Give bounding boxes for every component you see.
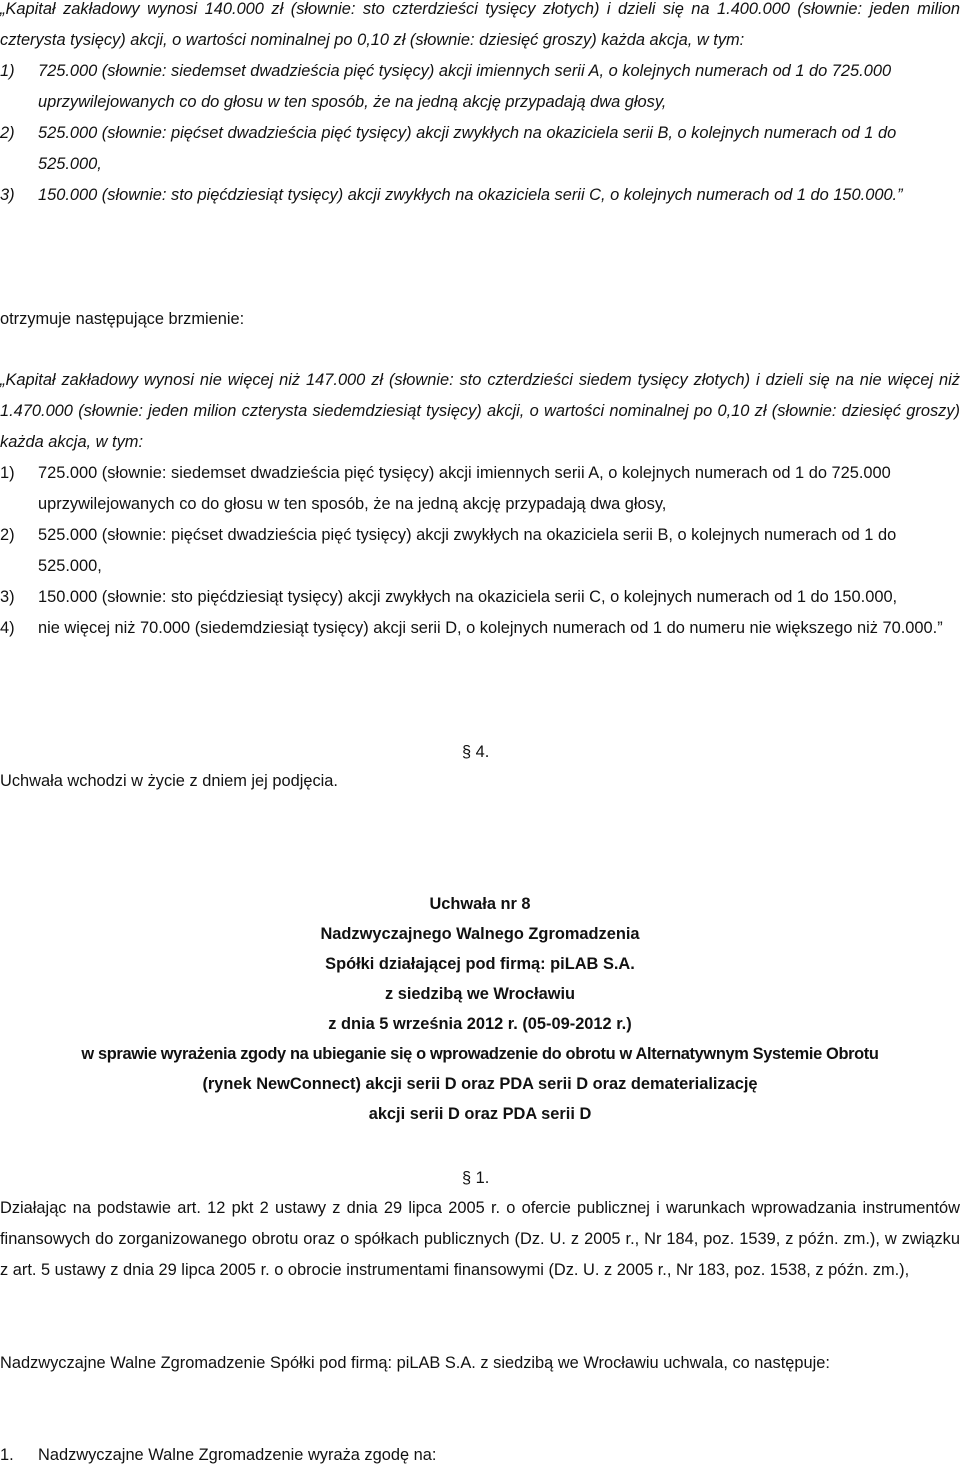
list-item [0,582,960,613]
list-number: 4) [0,619,15,637]
list-item [0,1440,960,1471]
quoted-old-text [0,0,960,211]
list-number: 3) [0,186,15,204]
list-text: 725.000 (słownie: siedemset dwadzieścia pięć tysięcy) akcji imiennych serii A, o kolejnych numerach od 1 do 725.000 uprzywilejowanych co do głosu w ten sposób, że na jedną akcję przypadają dwa głosy, [38,62,892,111]
receives-text: otrzymuje następujące brzmienie: [0,310,245,328]
list-text: 525.000 (słownie: pięćset dwadzieścia pięć tysięcy) akcji zwykłych na okaziciela serii B, o kolejnych numerach od 1 do 525.000, [38,124,897,173]
list-item [0,180,960,211]
section-mark: § 1. [462,1169,490,1187]
list-item [0,520,960,582]
resolution-company: Spółki działającej pod firmą: piLAB S.A. [325,955,635,973]
resolution-subject: (rynek NewConnect) akcji serii D oraz PDA serii D oraz dematerializację [202,1075,758,1093]
list-number: 1. [0,1446,14,1464]
list-number: 3) [0,588,15,606]
list-item [0,613,960,644]
resolution-number: Uchwała nr 8 [429,895,531,913]
resolution-body: Nadzwyczajnego Walnego Zgromadzenia [320,925,640,943]
decision-text: Nadzwyczajne Walne Zgromadzenie Spółki pod firmą: piLAB S.A. z siedzibą we Wrocławiu uchwala, co następuje: [0,1354,830,1372]
resolution-subject: akcji serii D oraz PDA serii D [368,1105,592,1123]
list-text: 150.000 (słownie: sto pięćdziesiąt tysięcy) akcji zwykłych na okaziciela serii C, o kolejnych numerach od 1 do 150.000, [38,588,898,606]
quoted-new-text [0,365,960,644]
resolution-seat: z siedzibą we Wrocławiu [384,985,576,1003]
quote-intro: „Kapitał zakładowy wynosi 140.000 zł (słownie: sto czterdzieści tysięcy złotych) i dzieli się na 1.400.000 (słownie: jeden milion czterysta tysięcy) akcji, o wartości nominalnej po 0,10 zł (słownie: dziesięć groszy) każda akcja, w tym: [0,0,960,49]
quote-intro: „Kapitał zakładowy wynosi nie więcej niż 147.000 zł (słownie: sto czterdzieści siedem tysięcy złotych) i dzieli się na nie więcej niż 1.470.000 (słownie: jeden milion czterysta siedemdziesiąt tysięcy) akcji, o wartości nominalnej po 0,10 zł (słownie: dziesięć groszy) każda akcja, w tym: [0,371,960,451]
list-number: 2) [0,526,15,544]
list-text: 725.000 (słownie: siedemset dwadzieścia pięć tysięcy) akcji imiennych serii A, o kolejnych numerach od 1 do 725.000 uprzywilejowanych co do głosu w ten sposób, że na jedną akcję przypadają dwa głosy, [38,464,891,513]
list-number: 1) [0,464,15,482]
legal-basis-text: Działając na podstawie art. 12 pkt 2 ustawy z dnia 29 lipca 2005 r. o ofercie publicznej i warunkach wprowadzania instrumentów finansowych do zorganizowanego obrotu oraz o spółkach publicznych (Dz. U. z 2005 r., Nr 184, poz. 1539, z późn. zm.), w związku z art. 5 ustawy z dnia 29 lipca 2005 r. o obrocie instrumentami finansowymi (Dz. U. z 2005 r., Nr 183, poz. 1538, z późn. zm.), [0,1199,960,1279]
list-item [0,458,960,520]
list-item [0,118,960,180]
section-mark: § 4. [462,743,490,761]
list-text: nie więcej niż 70.000 (siedemdziesiąt tysięcy) akcji serii D, o kolejnych numerach od 1 do numeru nie większego niż 70.000.” [38,619,943,637]
list-number: 2) [0,124,15,142]
list-text: 525.000 (słownie: pięćset dwadzieścia pięć tysięcy) akcji zwykłych na okaziciela serii B, o kolejnych numerach od 1 do 525.000, [38,526,897,575]
list-text: Nadzwyczajne Walne Zgromadzenie wyraża zgodę na: [38,1446,437,1464]
list-number: 1) [0,62,15,80]
resolution-subject: w sprawie wyrażenia zgody na ubieganie się o wprowadzenie do obrotu w Alternatywnym Systemie Obrotu [81,1045,879,1063]
list-item [0,56,960,118]
list-text: 150.000 (słownie: sto pięćdziesiąt tysięcy) akcji zwykłych na okaziciela serii C, o kolejnych numerach od 1 do 150.000.” [38,186,903,204]
resolution-date: z dnia 5 września 2012 r. (05-09-2012 r.) [328,1015,632,1033]
section-text: Uchwała wchodzi w życie z dniem jej podjęcia. [0,772,338,790]
resolution-title [0,889,960,1129]
